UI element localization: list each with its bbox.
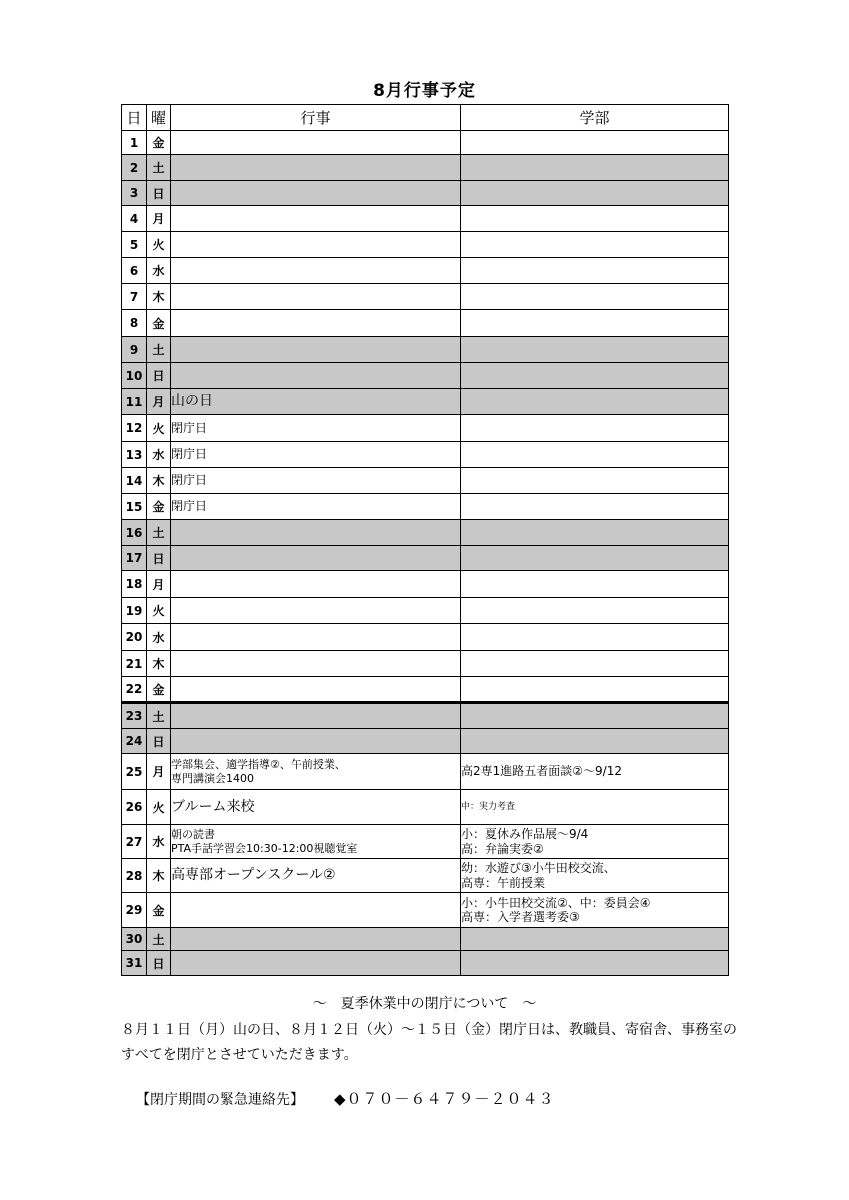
department-cell [461, 363, 729, 389]
day-cell: 14 [122, 468, 147, 494]
event-cell: 朝の読書 PTA手話学習会10:30-12:00視聴覚室 [171, 825, 461, 859]
table-row [122, 754, 729, 790]
event-cell: 山の日 [171, 389, 461, 415]
weekday-cell: 金 [147, 677, 171, 703]
table-row [122, 415, 729, 442]
table-header-row [122, 105, 729, 131]
weekday-cell: 金 [147, 893, 171, 928]
table-row [122, 729, 729, 754]
weekday-cell: 月 [147, 389, 171, 415]
weekday-cell: 木 [147, 468, 171, 494]
weekday-cell: 土 [147, 928, 171, 951]
department-cell [461, 284, 729, 310]
day-cell: 4 [122, 206, 147, 232]
table-row [122, 310, 729, 337]
table-row [122, 337, 729, 363]
department-cell [461, 571, 729, 598]
weekday-cell: 金 [147, 310, 171, 337]
table-row [122, 232, 729, 258]
day-cell: 18 [122, 571, 147, 598]
department-cell [461, 337, 729, 363]
department-cell [461, 155, 729, 181]
day-cell: 16 [122, 520, 147, 546]
day-cell: 31 [122, 951, 147, 976]
event-cell: 学部集会、適学指導②、午前授業、 専門講演会1400 [171, 754, 461, 790]
table-row [122, 825, 729, 859]
weekday-cell: 月 [147, 571, 171, 598]
day-cell: 23 [122, 703, 147, 729]
event-cell [171, 131, 461, 155]
table-row [122, 651, 729, 677]
table-row [122, 181, 729, 206]
department-cell [461, 415, 729, 442]
table-row [122, 258, 729, 284]
department-cell [461, 206, 729, 232]
table-row [122, 598, 729, 624]
day-cell: 21 [122, 651, 147, 677]
day-cell: 24 [122, 729, 147, 754]
event-cell [171, 624, 461, 651]
event-cell: 高専部オープンスクール② [171, 859, 461, 893]
day-cell: 22 [122, 677, 147, 703]
department-cell: 中：実力考査 [461, 790, 729, 825]
day-cell: 19 [122, 598, 147, 624]
table-row [122, 859, 729, 893]
day-cell: 27 [122, 825, 147, 859]
weekday-cell: 日 [147, 181, 171, 206]
table-row [122, 206, 729, 232]
department-cell: 小：夏休み作品展～9/4 高：弁論実委② [461, 825, 729, 859]
day-cell: 25 [122, 754, 147, 790]
table-row [122, 571, 729, 598]
table-row [122, 155, 729, 181]
department-cell [461, 951, 729, 976]
weekday-cell: 火 [147, 790, 171, 825]
table-row [122, 131, 729, 155]
weekday-cell: 水 [147, 825, 171, 859]
contact-label: 【閉庁期間の緊急連絡先】 [136, 1092, 304, 1108]
event-cell [171, 729, 461, 754]
day-cell: 3 [122, 181, 147, 206]
department-cell: 高2専1進路五者面談②～9/12 [461, 754, 729, 790]
weekday-cell: 月 [147, 754, 171, 790]
weekday-cell: 日 [147, 729, 171, 754]
table-row [122, 790, 729, 825]
table-row [122, 494, 729, 520]
event-cell [171, 928, 461, 951]
department-cell [461, 468, 729, 494]
weekday-cell: 水 [147, 442, 171, 468]
department-cell [461, 624, 729, 651]
event-cell [171, 651, 461, 677]
contact-number: ◆０７０－６４７９－２０４３ [334, 1090, 555, 1108]
department-cell [461, 703, 729, 729]
notice-body: ８月１１日（月）山の日、８月１２日（火）～１５日（金）閉庁日は、教職員、寄宿舎、事務室のすべてを閉庁とさせていただきます。 [121, 1022, 737, 1063]
event-cell [171, 951, 461, 976]
department-cell [461, 928, 729, 951]
event-cell: 閉庁日 [171, 468, 461, 494]
day-cell: 6 [122, 258, 147, 284]
weekday-cell: 日 [147, 546, 171, 571]
department-cell [461, 677, 729, 703]
table-row [122, 928, 729, 951]
header-weekday: 曜 [147, 105, 171, 131]
day-cell: 11 [122, 389, 147, 415]
weekday-cell: 土 [147, 337, 171, 363]
day-cell: 1 [122, 131, 147, 155]
weekday-cell: 土 [147, 703, 171, 729]
schedule-table [121, 104, 729, 976]
day-cell: 26 [122, 790, 147, 825]
department-cell: 幼：水遊び③小牛田校交流、 高専：午前授業 [461, 859, 729, 893]
weekday-cell: 日 [147, 951, 171, 976]
event-cell [171, 155, 461, 181]
weekday-cell: 金 [147, 494, 171, 520]
event-cell: 閉庁日 [171, 415, 461, 442]
table-row [122, 677, 729, 703]
table-row [122, 468, 729, 494]
weekday-cell: 木 [147, 859, 171, 893]
event-cell [171, 546, 461, 571]
event-cell [171, 598, 461, 624]
weekday-cell: 土 [147, 155, 171, 181]
table-row [122, 389, 729, 415]
department-cell [461, 310, 729, 337]
weekday-cell: 水 [147, 258, 171, 284]
event-cell: 閉庁日 [171, 442, 461, 468]
day-cell: 5 [122, 232, 147, 258]
day-cell: 20 [122, 624, 147, 651]
day-cell: 17 [122, 546, 147, 571]
table-row [122, 624, 729, 651]
weekday-cell: 日 [147, 363, 171, 389]
table-row [122, 893, 729, 928]
weekday-cell: 火 [147, 598, 171, 624]
event-cell [171, 520, 461, 546]
header-day: 日 [122, 105, 147, 131]
table-row [122, 520, 729, 546]
weekday-cell: 水 [147, 624, 171, 651]
department-cell [461, 729, 729, 754]
department-cell [461, 651, 729, 677]
event-cell: ブルーム来校 [171, 790, 461, 825]
department-cell [461, 181, 729, 206]
department-cell [461, 520, 729, 546]
department-cell [461, 546, 729, 571]
day-cell: 10 [122, 363, 147, 389]
event-cell [171, 893, 461, 928]
event-cell [171, 181, 461, 206]
day-cell: 9 [122, 337, 147, 363]
day-cell: 2 [122, 155, 147, 181]
department-cell [461, 131, 729, 155]
event-cell [171, 703, 461, 729]
day-cell: 28 [122, 859, 147, 893]
event-cell [171, 258, 461, 284]
event-cell [171, 232, 461, 258]
notice-title: ～ 夏季休業中の閉庁について ～ [312, 996, 537, 1012]
weekday-cell: 土 [147, 520, 171, 546]
event-cell [171, 310, 461, 337]
event-cell [171, 284, 461, 310]
header-events: 行事 [171, 105, 461, 131]
event-cell: 閉庁日 [171, 494, 461, 520]
event-cell [171, 677, 461, 703]
weekday-cell: 火 [147, 232, 171, 258]
weekday-cell: 火 [147, 415, 171, 442]
event-cell [171, 571, 461, 598]
page-title: 8月行事予定 [373, 81, 476, 101]
table-row [122, 363, 729, 389]
table-row [122, 951, 729, 976]
day-cell: 30 [122, 928, 147, 951]
department-cell [461, 598, 729, 624]
weekday-cell: 月 [147, 206, 171, 232]
table-row [122, 546, 729, 571]
day-cell: 29 [122, 893, 147, 928]
emergency-contact [136, 1088, 555, 1109]
day-cell: 15 [122, 494, 147, 520]
day-cell: 13 [122, 442, 147, 468]
day-cell: 8 [122, 310, 147, 337]
weekday-cell: 金 [147, 131, 171, 155]
day-cell: 7 [122, 284, 147, 310]
header-department: 学部 [461, 105, 729, 131]
department-cell: 小：小牛田校交流②、中：委員会④ 高専：入学者選考委③ [461, 893, 729, 928]
weekday-cell: 木 [147, 284, 171, 310]
weekday-cell: 木 [147, 651, 171, 677]
table-row [122, 703, 729, 729]
event-cell [171, 363, 461, 389]
day-cell: 12 [122, 415, 147, 442]
table-row [122, 442, 729, 468]
table-row [122, 284, 729, 310]
department-cell [461, 389, 729, 415]
department-cell [461, 232, 729, 258]
event-cell [171, 206, 461, 232]
event-cell [171, 337, 461, 363]
department-cell [461, 258, 729, 284]
department-cell [461, 442, 729, 468]
department-cell [461, 494, 729, 520]
